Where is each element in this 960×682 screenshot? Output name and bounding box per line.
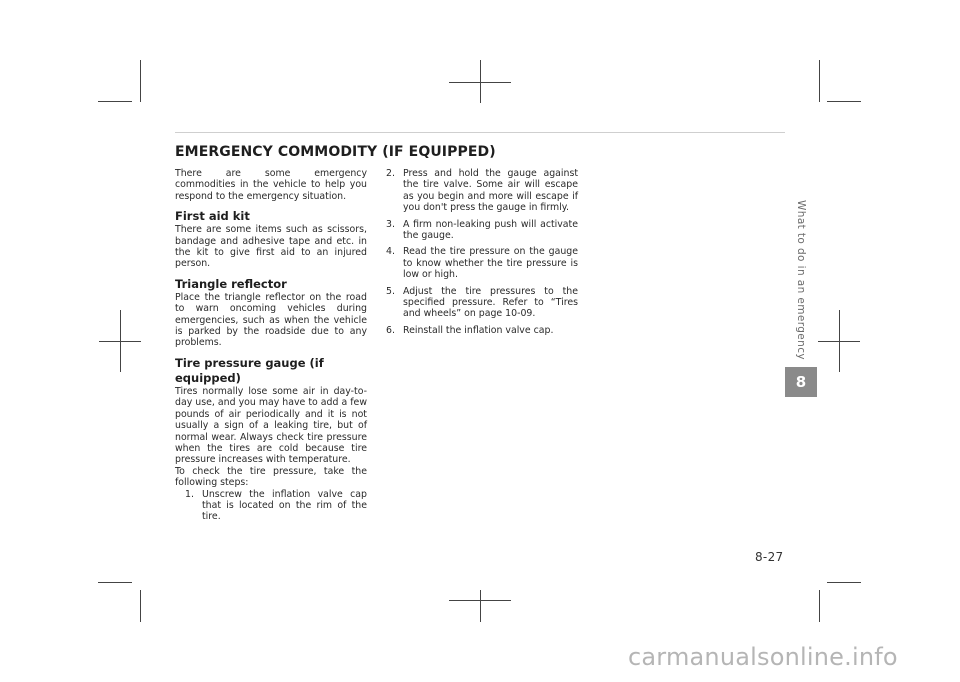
- chapter-tab: 8: [785, 367, 817, 397]
- step-text: Read the tire pressure on the gauge to know whether the tire pressure is low or high.: [403, 246, 578, 281]
- crop-mark: [449, 600, 511, 601]
- crop-mark: [819, 60, 820, 102]
- crop-mark: [98, 582, 132, 583]
- step-number: 5.: [386, 285, 395, 297]
- gauge-steps-intro: To check the tire pressure, take the following steps:: [175, 465, 367, 489]
- step-number: 2.: [386, 168, 395, 179]
- intro-paragraph: There are some emergency commodities in the vehicle to help you respond to the emergency situation.: [175, 168, 367, 202]
- step-number: 4.: [386, 246, 395, 258]
- left-column: [175, 168, 367, 528]
- list-item: [386, 219, 578, 242]
- step-number: 3.: [386, 218, 395, 230]
- triangle-paragraph: Place the triangle reflector on the road to warn oncoming vehicles during emergencies, such as when the vehicle is parked by the roadside due to any problems.: [175, 291, 367, 349]
- gauge-heading-line2: equipped): [175, 370, 241, 385]
- crop-mark: [819, 590, 820, 622]
- crop-mark: [140, 590, 141, 622]
- step-text: Unscrew the inflation valve cap that is located on the rim of the tire.: [202, 488, 367, 523]
- crop-mark: [98, 101, 132, 102]
- gauge-heading: [175, 356, 367, 386]
- crop-mark: [480, 590, 481, 622]
- crop-mark: [827, 101, 861, 102]
- chapter-side-label-text: What to do in an emergency: [795, 199, 807, 361]
- list-item: [386, 325, 578, 336]
- crop-mark: [99, 341, 141, 342]
- right-column: [386, 168, 578, 341]
- crop-mark: [140, 60, 141, 102]
- crop-mark: [827, 582, 861, 583]
- list-item: [185, 489, 367, 523]
- first-aid-heading: First aid kit: [175, 209, 250, 224]
- header-rule: [175, 132, 785, 133]
- step-text: Adjust the tire pressures to the specified pressure. Refer to “Tires and wheels” on page 10-09.: [403, 285, 578, 320]
- chapter-side-label: [793, 200, 809, 360]
- crop-mark: [818, 341, 860, 342]
- step-text: Press and hold the gauge against the tire valve. Some air will escape as you begin and more will escape if you don't press the gauge in firmly.: [403, 168, 578, 214]
- gauge-paragraph: Tires normally lose some air in day-to-day use, and you may have to add a few pounds of air periodically and it is not usually a sign of a leaking tire, but of normal wear. Always check tire pressure when the tires are cold because tire pressure increases with temperature.: [175, 385, 367, 466]
- first-aid-paragraph: There are some items such as scissors, bandage and adhesive tape and etc. in the kit to give first aid to an injured person.: [175, 224, 367, 270]
- page-number: 8-27: [755, 550, 784, 564]
- step-number: 6.: [386, 324, 395, 336]
- step-text: A firm non-leaking push will activate the gauge.: [403, 218, 578, 242]
- step-number: 1.: [185, 488, 194, 500]
- crop-mark: [449, 82, 511, 83]
- list-item: [386, 246, 578, 280]
- watermark: carmanualsonline.info: [628, 643, 898, 671]
- list-item: [386, 168, 578, 214]
- step-text: Reinstall the inflation valve cap.: [403, 324, 554, 336]
- gauge-heading-line1: Tire pressure gauge (if: [175, 355, 324, 370]
- triangle-heading: Triangle reflector: [175, 276, 287, 291]
- list-item: [386, 286, 578, 320]
- section-title: EMERGENCY COMMODITY (IF EQUIPPED): [175, 144, 496, 160]
